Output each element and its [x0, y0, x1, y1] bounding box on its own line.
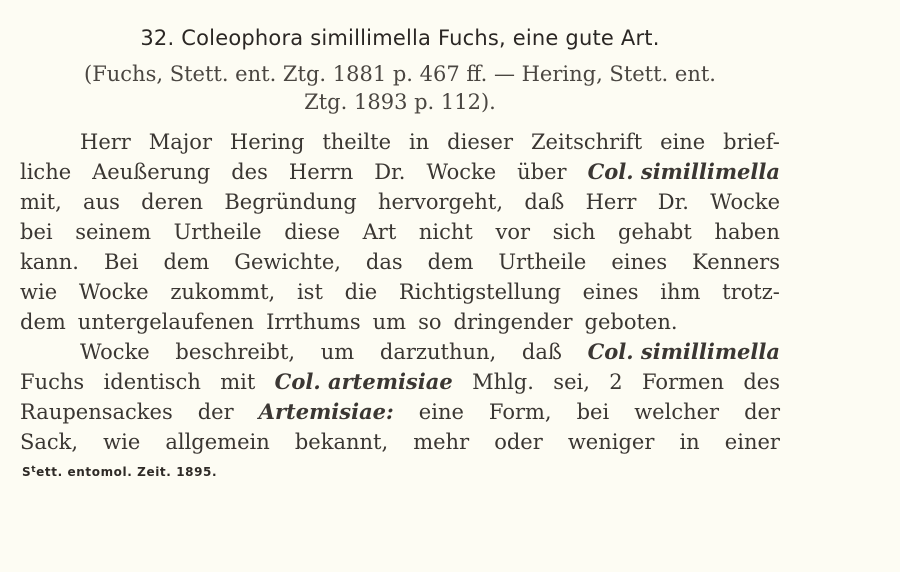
p1-line-1 [20, 128, 780, 156]
word: der [197, 400, 234, 424]
p2-line-2 [20, 368, 780, 396]
word: aus [83, 190, 120, 214]
p1-line-4 [20, 218, 780, 246]
word: Richtigstellung [398, 280, 561, 304]
word: daß [524, 190, 565, 214]
word: bei [576, 400, 610, 424]
word: bekannt, [294, 430, 389, 454]
p2-line-3 [20, 398, 780, 426]
p2-line-1 [20, 338, 780, 366]
word: haben [714, 220, 780, 244]
word: sich [552, 220, 596, 244]
word: Major [148, 130, 212, 154]
word: des [231, 160, 268, 184]
word: diese [284, 220, 341, 244]
word: wie [20, 280, 58, 304]
word: Bei [103, 250, 139, 274]
word: eines [582, 280, 639, 304]
word: Herrn [288, 160, 354, 184]
word: wie [103, 430, 141, 454]
word: über [517, 160, 567, 184]
word: ist [296, 280, 323, 304]
word: Wocke [78, 280, 149, 304]
reference-line-2 [20, 88, 780, 116]
word: Hering [229, 130, 305, 154]
word: dieser [447, 130, 513, 154]
word: mehr [413, 430, 470, 454]
word: daß [521, 340, 562, 364]
article-heading [20, 24, 780, 52]
word: allgemein [165, 430, 270, 454]
p1-line-6 [20, 278, 780, 306]
word: um [372, 310, 407, 334]
word: Kenners [692, 250, 780, 274]
reference-text-1: (Fuchs, Stett. ent. Ztg. 1881 p. 467 ff. — Hering, Stett. ent. [84, 62, 716, 86]
word: trotz- [722, 280, 780, 304]
word: gehabt [618, 220, 692, 244]
word: deren [141, 190, 204, 214]
reference-line-1 [20, 60, 780, 88]
word: identisch [103, 370, 201, 394]
word: Dr. [374, 160, 406, 184]
word: mit, [20, 190, 62, 214]
word: Raupensackes [20, 400, 173, 424]
word: um [320, 340, 355, 364]
word: Dr. [657, 190, 689, 214]
word: nicht [418, 220, 473, 244]
word: Art [362, 220, 397, 244]
word: der [744, 400, 780, 424]
word: eine [660, 130, 706, 154]
word: in [408, 130, 430, 154]
italic-term: Col. simillimella [587, 159, 780, 184]
word: einer [724, 430, 780, 454]
heading-text: 32. Coleophora simillimella Fuchs, eine gute Art. [140, 26, 660, 50]
word: Herr [80, 130, 131, 154]
italic-term: Col. artemisiae [274, 369, 453, 394]
footer-superscript: t [31, 465, 37, 475]
p1-line-3 [20, 188, 780, 216]
p2-line-4 [20, 428, 780, 456]
p1-line-7 [20, 308, 780, 336]
word: eines [611, 250, 668, 274]
word: untergelaufenen [77, 310, 255, 334]
word: geboten. [584, 310, 678, 334]
word: Aeußerung [92, 160, 211, 184]
word: Urtheile [173, 220, 262, 244]
word: Wocke [710, 190, 780, 214]
word: bei [20, 220, 53, 244]
word: das [365, 250, 403, 274]
word: ihm [660, 280, 701, 304]
word: welcher [634, 400, 720, 424]
journal-footer [22, 465, 217, 479]
word: in [679, 430, 700, 454]
word: vor [495, 220, 531, 244]
word: Fuchs [20, 370, 85, 394]
word: seinem [75, 220, 151, 244]
word: so [418, 310, 442, 334]
word: mit [220, 370, 256, 394]
word: Urtheile [498, 250, 587, 274]
italic-term: Artemisiae: [258, 399, 394, 424]
word: Mhlg. [472, 370, 534, 394]
footer-prefix: S [22, 465, 32, 479]
word: Sack, [20, 430, 79, 454]
word: hervorgeht, [377, 190, 504, 214]
word: oder [494, 430, 543, 454]
word: sei, [553, 370, 590, 394]
word: dem [163, 250, 210, 274]
word: theilte [322, 130, 392, 154]
p1-line-5 [20, 248, 780, 276]
word: liche [20, 160, 72, 184]
word: dem [20, 310, 66, 334]
word: Form, [488, 400, 552, 424]
word: brief- [723, 130, 780, 154]
word: dringender [453, 310, 573, 334]
word: Herr [585, 190, 637, 214]
word: Wocke [80, 340, 150, 364]
word: 2 [609, 370, 623, 394]
word: des [743, 370, 780, 394]
italic-term: Col. simillimella [587, 339, 780, 364]
word: dem [427, 250, 474, 274]
word: die [344, 280, 378, 304]
word: Gewichte, [234, 250, 341, 274]
word: Begründung [224, 190, 357, 214]
word: weniger [567, 430, 655, 454]
word: kann. [20, 250, 79, 274]
word: zukommt, [170, 280, 276, 304]
word: Formen [642, 370, 724, 394]
footer-text: ett. entomol. Zeit. 1895. [36, 465, 218, 479]
word: Zeitschrift [530, 130, 643, 154]
word: eine [418, 400, 464, 424]
p1-line-2 [20, 158, 780, 186]
word: darzuthun, [379, 340, 497, 364]
word: Wocke [426, 160, 497, 184]
reference-text-2: Ztg. 1893 p. 112). [304, 90, 496, 114]
word: beschreibt, [175, 340, 296, 364]
word: Irrthums [266, 310, 361, 334]
